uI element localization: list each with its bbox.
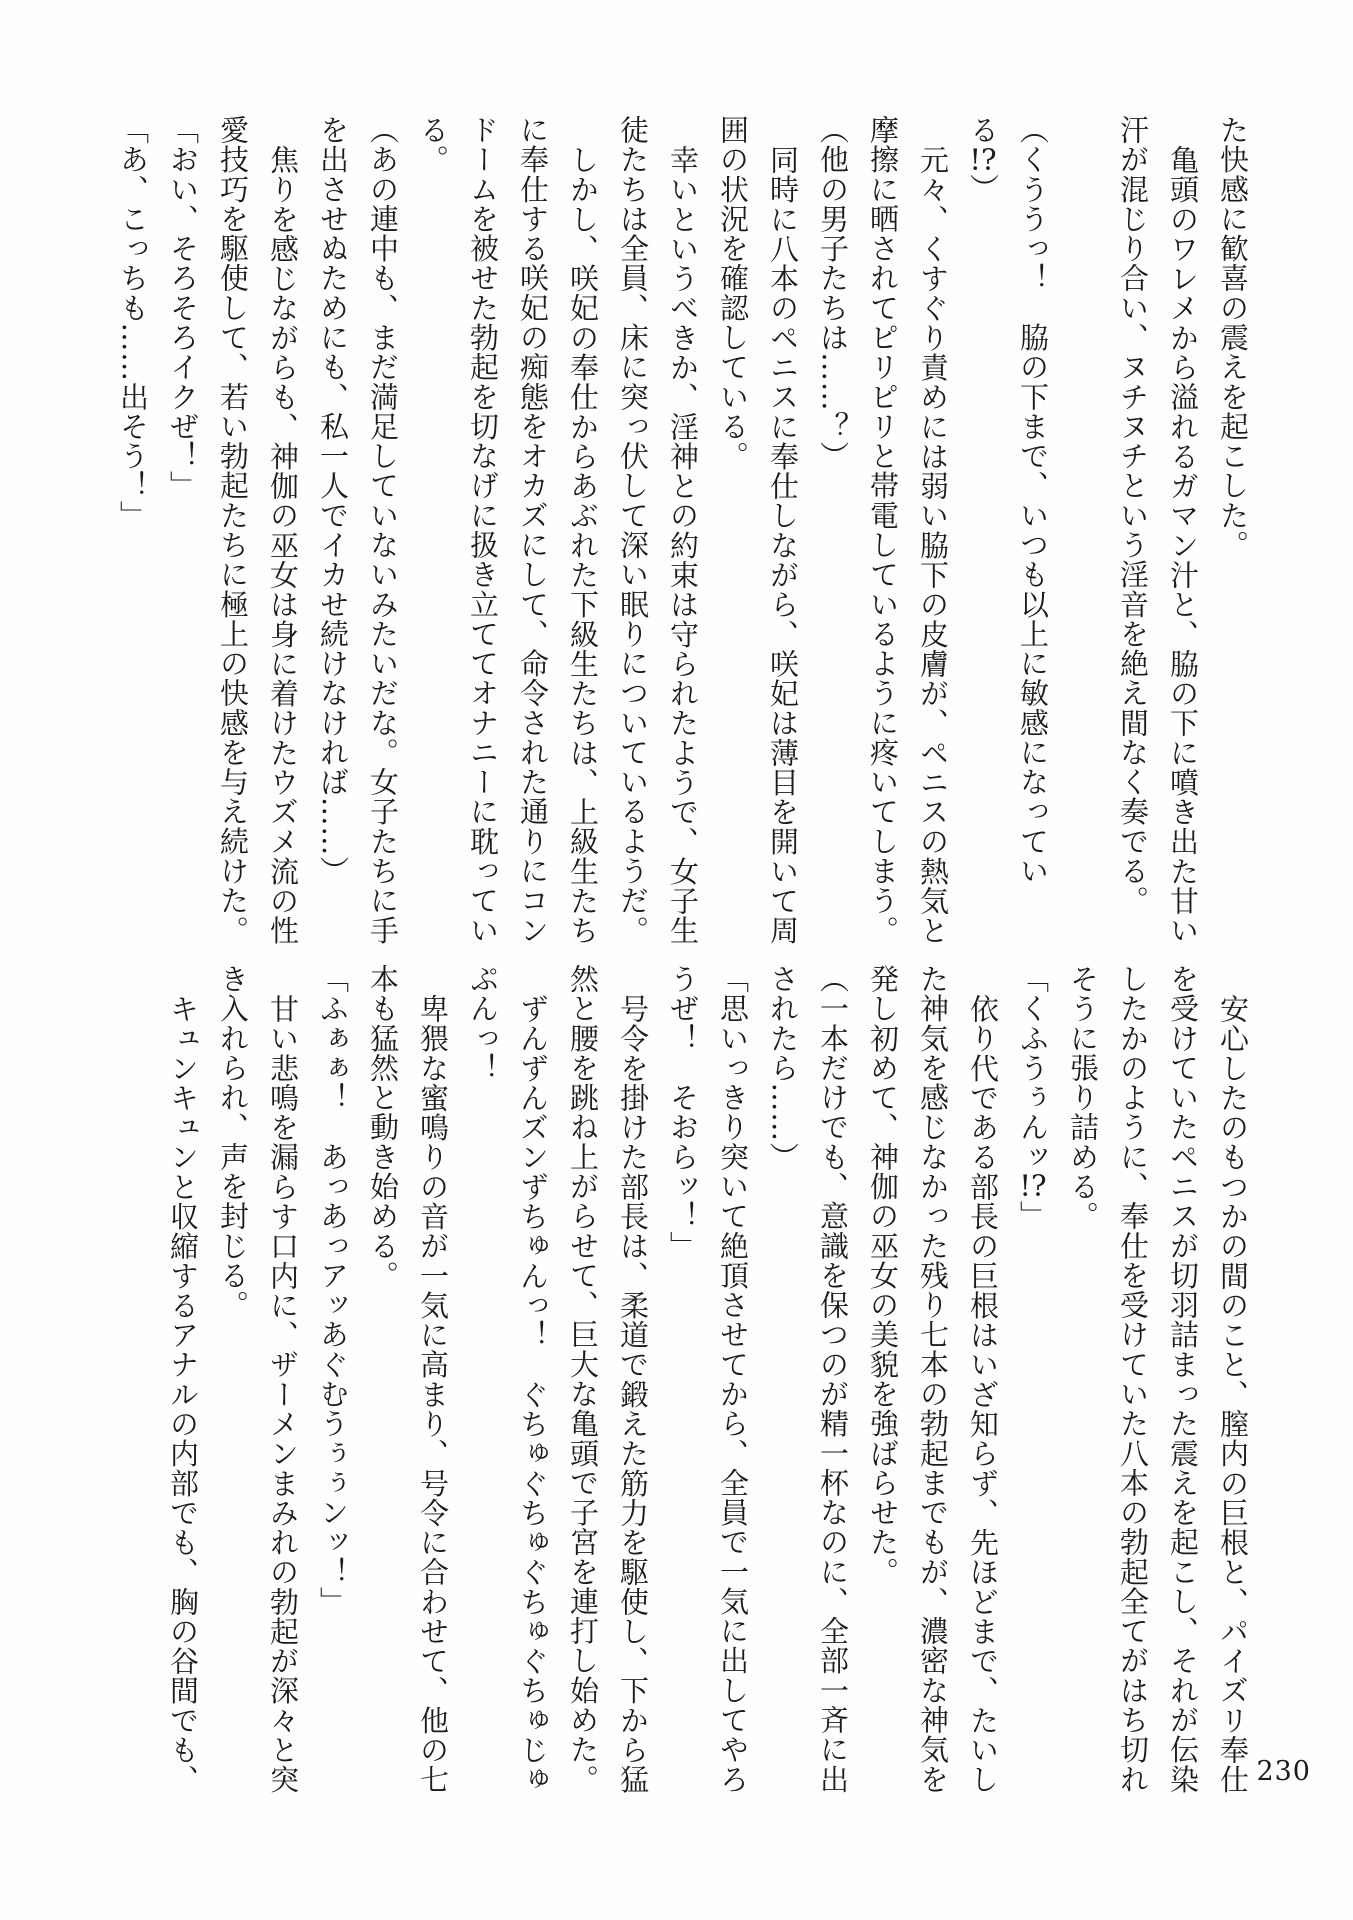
text-column: ずんずんズンずちゅんっ！ ぐちゅぐちゅぐちゅぐちゅじゅ	[516, 993, 550, 1794]
text-column: 依り代である部長の巨根はいざ知らず、先ほどまで、たいし	[966, 993, 1000, 1794]
text-column: た神気を感じなかった残り七本の勃起までもが、濃密な神気を	[916, 964, 950, 1794]
text-column: た快感に歓喜の震えを起こした。	[1216, 115, 1250, 560]
text-column: 然と腰を跳ね上がらせて、巨大な亀頭で子宮を連打し始めた。	[566, 964, 600, 1794]
text-column: そうに張り詰める。	[1066, 964, 1100, 1231]
text-column: き入れられ、声を封じる。	[216, 964, 250, 1320]
text-column: る!?）	[966, 115, 1000, 204]
text-column: に奉仕する咲妃の痴態をオカズにして、命令された通りにコン	[516, 115, 550, 945]
text-column: 幸いというべきか、淫神との約束は守られたようで、女子生	[666, 144, 700, 945]
text-column: したかのように、奉仕を受けていた八本の勃起全てがはち切れ	[1116, 964, 1150, 1794]
column-gap	[1058, 115, 1108, 945]
text-column: 「あ、こっちも……出そう！」	[116, 115, 150, 530]
text-column: しかし、咲妃の奉仕からあぶれた下級生たちは、上級生たち	[566, 144, 600, 945]
text-column: る。	[416, 115, 450, 175]
text-column: （あの連中も、まだ満足していないみたいだな。女子たちに手	[366, 115, 400, 945]
text-column: 安心したのもつかの間のこと、膣内の巨根と、パイズリ奉仕	[1216, 993, 1250, 1794]
text-column: 「思いっきり突いて絶頂させてから、全員で一気に出してやろ	[716, 964, 750, 1794]
text-column: 本も猛然と動き始める。	[366, 964, 400, 1291]
tatechuyoko-glyph: !?	[1019, 1171, 1047, 1201]
text-column: 焦りを感じながらも、神伽の巫女は身に着けたウズメ流の性	[266, 144, 300, 945]
text-column: 亀頭のワレメから溢れるガマン汁と、脇の下に噴き出た甘い	[1166, 144, 1200, 945]
text-column: （他の男子たちは……？）	[816, 115, 850, 471]
text-column: 同時に八本のペニスに奉仕しながら、咲妃は薄目を開いて周	[766, 144, 800, 945]
text-column: キュンキュンと収縮するアナルの内部でも、胸の谷間でも、	[166, 993, 200, 1794]
text-column: ドームを被せた勃起を切なげに扱き立ててオナニーに耽ってい	[466, 115, 500, 945]
text-column: されたら……）	[766, 964, 800, 1172]
text-column: を受けていたペニスが切羽詰まった震えを起こし、それが伝染	[1166, 964, 1200, 1794]
text-column: 「くふうぅんッ!?」	[1016, 964, 1050, 1231]
upper-text-band	[108, 115, 1258, 945]
text-column: 徒たちは全員、床に突っ伏して深い眠りについているようだ。	[616, 115, 650, 945]
text-column: 発し初めて、神伽の巫女の美貌を強ばらせた。	[866, 964, 900, 1587]
text-column: うぜ！ そおらッ！」	[666, 964, 700, 1261]
text-column: を出させぬためにも、私一人でイカせ続けなければ……）	[316, 115, 350, 886]
text-column: 汗が混じり合い、ヌチヌチという淫音を絶え間なく奏でる。	[1116, 115, 1150, 916]
text-column: 囲の状況を確認している。	[716, 115, 750, 471]
page-number: 230	[1256, 1756, 1311, 1787]
text-column: 卑猥な蜜鳴りの音が一気に高まり、号令に合わせて、他の七	[416, 993, 450, 1794]
lower-text-band	[158, 964, 1258, 1794]
text-column: 「おい、そろそろイクぜ！」	[166, 115, 200, 501]
tatechuyoko-glyph: !?	[969, 144, 997, 174]
text-column: （くううっ！ 脇の下まで、いつも以上に敏感になってい	[1016, 115, 1050, 886]
text-column: （一本だけでも、意識を保つのが精一杯なのに、全部一斉に出	[816, 964, 850, 1794]
text-column: 愛技巧を駆使して、若い勃起たちに極上の快感を与え続けた。	[216, 115, 250, 945]
text-column: 「ふぁぁ！ あっあっアッあぐむうぅぅンッ！」	[316, 964, 350, 1617]
text-column: 甘い悲鳴を漏らす口内に、ザーメンまみれの勃起が深々と突	[266, 993, 300, 1794]
text-column: 元々、くすぐり責めには弱い脇下の皮膚が、ペニスの熱気と	[916, 144, 950, 945]
text-column: ぷんっ！	[466, 964, 500, 1083]
text-column: 号令を掛けた部長は、柔道で鍛えた筋力を駆使し、下から猛	[616, 993, 650, 1794]
text-column: 摩擦に晒されてピリピリと帯電しているように疼いてしまう。	[866, 115, 900, 945]
